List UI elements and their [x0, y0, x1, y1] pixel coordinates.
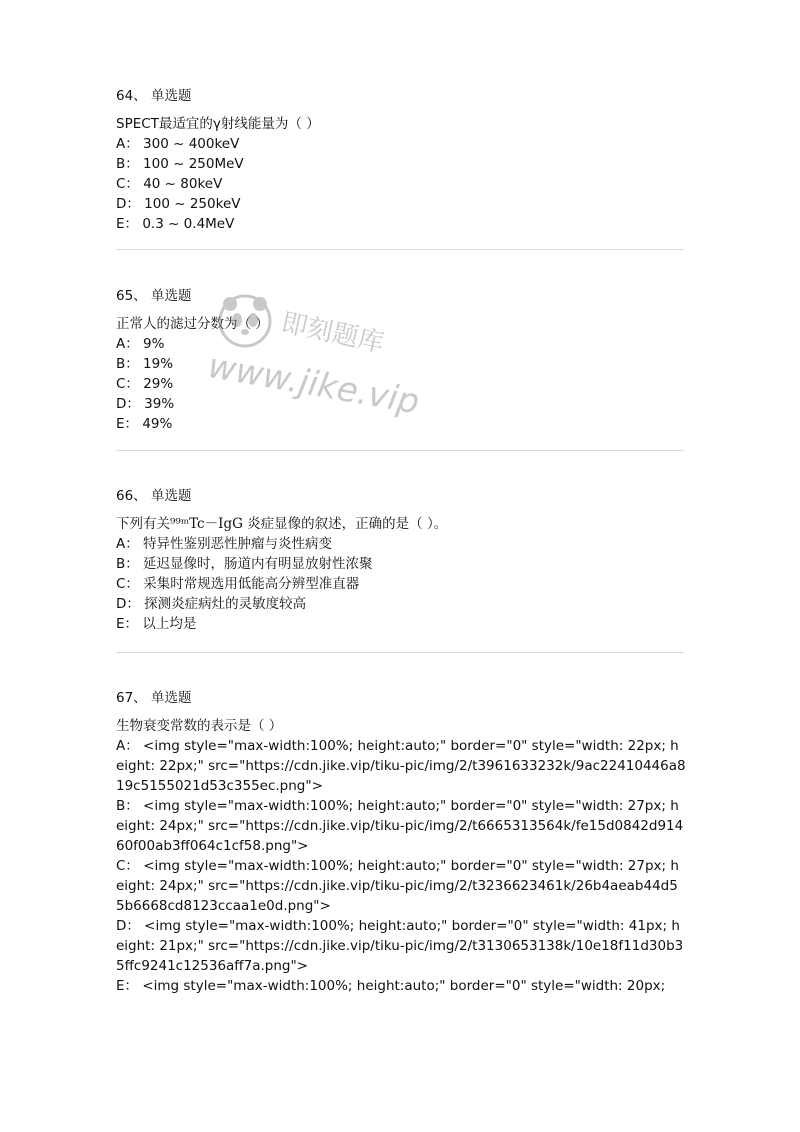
question-66 — [116, 486, 686, 634]
option-d: D： 100 ~ 250keV — [116, 196, 241, 212]
option-a: A： 特异性鉴别恶性肿瘤与炎性病变 — [116, 536, 333, 552]
question-text: SPECT最适宜的γ射线能量为（ ） — [116, 116, 320, 132]
option-e: E： 以上均是 — [116, 616, 197, 632]
option-e: E： <img style="max-width:100%; height:auto;" border="0" style="width: 20px; — [116, 978, 666, 994]
question-text: 下列有关⁹⁹ᵐTc－IgG 炎症显像的叙述，正确的是（ ）。 — [116, 516, 448, 532]
option-a: A： 300 ~ 400keV — [116, 136, 240, 152]
option-a: A： 9% — [116, 336, 165, 352]
option-d: D： 探测炎症病灶的灵敏度较高 — [116, 596, 307, 612]
question-header: 66、 单选题 — [116, 488, 192, 504]
question-header: 64、 单选题 — [116, 88, 192, 104]
option-c: C： <img style="max-width:100%; height:auto;" border="0" style="width: 27px; height: 24px;" src="https://cdn.jike.vip/tiku-pic/img/2/t3236623461k/26b4aeab44d55b6668cd8123ccaa1e0d.png"> — [116, 858, 679, 914]
question-divider — [116, 652, 684, 653]
question-64 — [116, 86, 686, 234]
option-b: B： 19% — [116, 356, 174, 372]
option-d: D： 39% — [116, 396, 175, 412]
watermark-url: www.jike.vip — [205, 346, 423, 423]
option-a: A： <img style="max-width:100%; height:auto;" border="0" style="width: 22px; height: 22px;" src="https://cdn.jike.vip/tiku-pic/img/2/t3961633232k/9ac22410446a819c5155021d53c355ec.png"> — [116, 738, 686, 794]
question-65 — [116, 286, 686, 434]
question-header: 67、 单选题 — [116, 690, 192, 706]
option-c: C： 采集时常规选用低能高分辨型准直器 — [116, 576, 360, 592]
watermark-brand: 即刻题库 — [278, 307, 387, 359]
option-c: C： 40 ~ 80keV — [116, 176, 223, 192]
question-divider — [116, 450, 684, 451]
question-divider — [116, 249, 684, 250]
option-e: E： 49% — [116, 416, 173, 432]
question-header: 65、 单选题 — [116, 288, 192, 304]
option-d: D： <img style="max-width:100%; height:auto;" border="0" style="width: 41px; height: 21px;" src="https://cdn.jike.vip/tiku-pic/img/2/t3130653138k/10e18f11d30b35ffc9241c12536aff7a.png"> — [116, 918, 684, 974]
option-e: E： 0.3 ~ 0.4MeV — [116, 216, 235, 232]
option-b: B： <img style="max-width:100%; height:auto;" border="0" style="width: 27px; height: 24px;" src="https://cdn.jike.vip/tiku-pic/img/2/t6665313564k/fe15d0842d91460f00ab3ff064c1cf58.png"> — [116, 798, 684, 854]
option-b: B： 延迟显像时，肠道内有明显放射性浓聚 — [116, 556, 373, 572]
option-c: C： 29% — [116, 376, 174, 392]
question-text: 正常人的滤过分数为（ ） — [116, 316, 269, 332]
question-text: 生物衰变常数的表示是（ ） — [116, 718, 283, 734]
option-b: B： 100 ~ 250MeV — [116, 156, 244, 172]
question-67 — [116, 688, 686, 996]
